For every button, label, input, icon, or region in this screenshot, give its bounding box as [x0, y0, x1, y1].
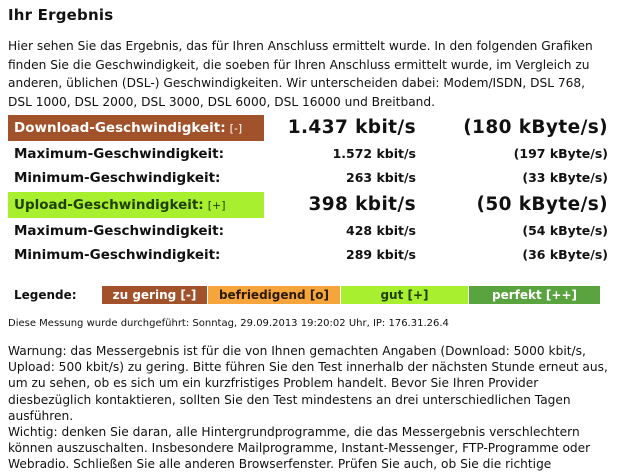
legend-title: Legende: — [14, 288, 77, 302]
upload-max-row — [8, 218, 612, 244]
upload-header-bar[interactable] — [8, 192, 264, 218]
download-max-kbyte: (197 kByte/s) — [513, 146, 608, 161]
upload-speed-row — [8, 192, 612, 218]
upload-min-row — [8, 242, 612, 268]
upload-max-label: Maximum-Geschwindigkeit: — [14, 223, 225, 239]
download-min-label: Minimum-Geschwindigkeit: — [14, 170, 221, 186]
upload-speed-kbyte: (50 kByte/s) — [476, 194, 608, 215]
download-toggle[interactable]: [-] — [229, 122, 243, 135]
download-min-row — [8, 165, 612, 191]
legend-item-good: gut [+] — [341, 286, 468, 304]
hint-message: Wichtig: denken Sie daran, alle Hintergrundprogramme, die das Messergebnis verschlechtern können auszuschalten. Insbesondere Mailprogramme, Instant-Messenger, FTP-Programme oder Webradio. Schließen Sie alle anderen Browserfenster. Prüfen Sie auch, ob Sie die richtige — [8, 425, 591, 472]
upload-min-label: Minimum-Geschwindigkeit: — [14, 247, 221, 263]
download-max-label: Maximum-Geschwindigkeit: — [14, 146, 225, 162]
download-header-bar[interactable] — [8, 115, 264, 141]
download-speed-kbyte: (180 kByte/s) — [463, 117, 608, 138]
upload-label: Upload-Geschwindigkeit: [+] — [14, 197, 226, 213]
upload-min-kbit: 289 kbit/s — [346, 247, 416, 262]
download-label: Download-Geschwindigkeit: [-] — [14, 120, 243, 136]
page-title: Ihr Ergebnis — [8, 6, 114, 24]
download-speed-kbit: 1.437 kbit/s — [287, 117, 416, 138]
download-max-kbit: 1.572 kbit/s — [332, 146, 416, 161]
download-speed-row — [8, 115, 612, 141]
measurement-info: Diese Messung wurde durchgeführt: Sonntag, 29.09.2013 19:20:02 Uhr, IP: 176.31.26.4 — [8, 318, 449, 329]
warning-text — [8, 343, 612, 473]
download-max-row — [8, 141, 612, 167]
upload-toggle[interactable]: [+] — [207, 199, 226, 212]
warning-message: Warnung: das Messergebnis ist für die von Ihnen gemachten Angaben (Download: 5000 kbit/s, Upload: 500 kbit/s) zu gering. Bitte führen Sie den Test innerhalb der nächsten Stunde erneut aus, um zu sehen, ob es sich um ein kurzfristiges Problem handelt. Bevor Sie Ihren Provider diesbezüglich kontaktieren, sollten Sie den Test mindestens an drei unterschiedlichen Tagen ausführen. — [8, 344, 608, 423]
intro-text: Hier sehen Sie das Ergebnis, das für Ihren Anschluss ermittelt wurde. In den folgenden Grafiken finden Sie die Geschwindigkeit, die soeben für Ihren Anschluss ermittelt wurde, im Vergleich zu anderen, üblichen (DSL-) Geschwindigkeiten. Wir unterscheiden dabei: Modem/ISDN, DSL 768, DSL 1000, DSL 2000, DSL 3000, DSL 6000, DSL 16000 und Breitband. — [8, 39, 593, 109]
upload-min-kbyte: (36 kByte/s) — [522, 247, 608, 262]
legend-item-perfect: perfekt [++] — [469, 286, 600, 304]
download-min-kbyte: (33 kByte/s) — [522, 170, 608, 185]
upload-max-kbit: 428 kbit/s — [346, 223, 416, 238]
upload-speed-kbit: 398 kbit/s — [308, 194, 416, 215]
download-min-kbit: 263 kbit/s — [346, 170, 416, 185]
legend-item-too-low: zu gering [-] — [102, 286, 207, 304]
legend-item-satisfactory: befriedigend [o] — [208, 286, 340, 304]
legend — [8, 286, 612, 304]
upload-max-kbyte: (54 kByte/s) — [522, 223, 608, 238]
